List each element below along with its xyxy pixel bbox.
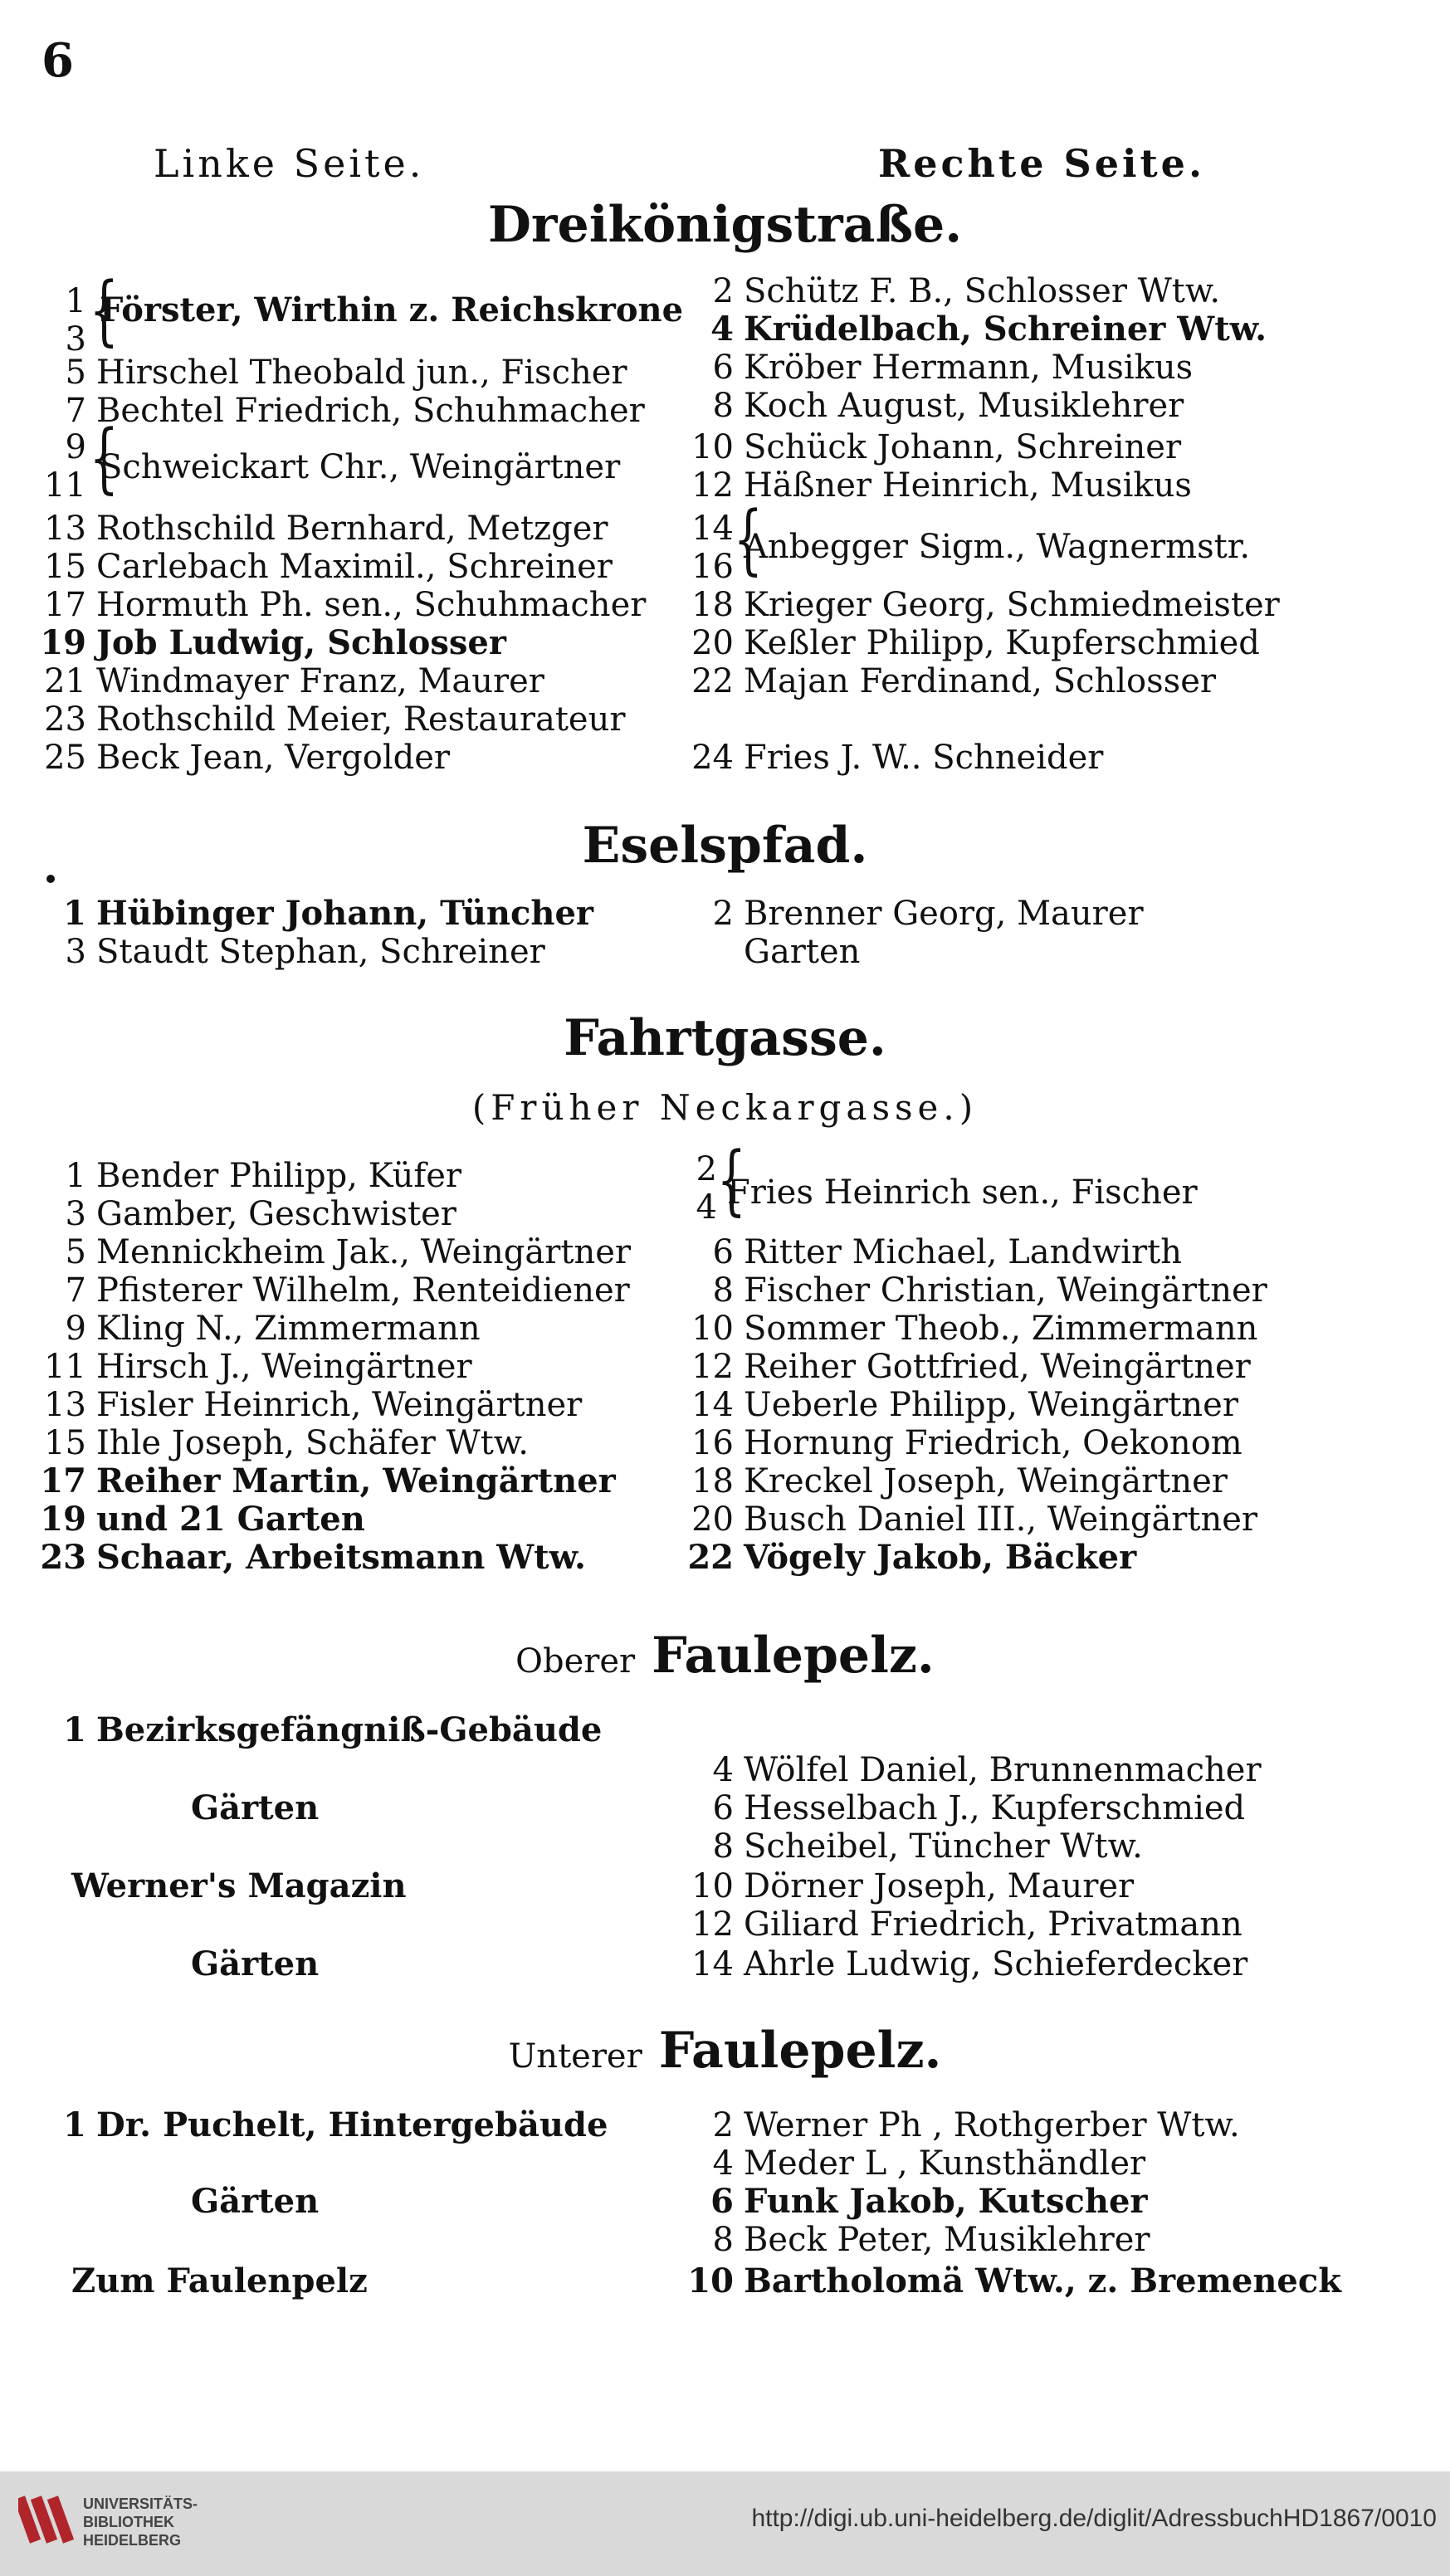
entry-row	[672, 1233, 1182, 1271]
resident-entry: Kreckel Joseph, Weingärtner	[744, 1462, 1228, 1500]
entry-row	[672, 933, 860, 971]
resident-entry: Bechtel Friedrich, Schuhmacher	[96, 392, 645, 430]
entry-row	[672, 895, 1144, 933]
house-number: 3	[65, 933, 86, 971]
house-number: 4	[712, 1751, 734, 1789]
house-number: 9	[65, 1310, 86, 1348]
resident-entry: Hesselbach J., Kupferschmied	[744, 1789, 1246, 1827]
house-number: 22	[691, 662, 734, 700]
entry-row	[672, 1789, 1245, 1827]
house-number: 19	[40, 1500, 86, 1539]
entry-row	[672, 387, 1184, 425]
resident-entry: Zum Faulenpelz	[71, 2261, 368, 2300]
entry-row	[672, 2144, 1145, 2183]
entry-row	[25, 1386, 582, 1424]
resident-entry: Reiher Gottfried, Weingärtner	[744, 1348, 1251, 1386]
resident-entry: Bartholomä Wtw., z. Bremeneck	[744, 2261, 1341, 2300]
entry-row	[672, 2106, 1240, 2144]
entry-row	[672, 1500, 1257, 1539]
brace-icon: {	[89, 266, 119, 354]
entry-row	[71, 2262, 368, 2300]
resident-entry: Fisler Heinrich, Weingärtner	[96, 1386, 583, 1424]
library-logo-text	[83, 2495, 198, 2549]
entry-row	[672, 2221, 1150, 2259]
entry-row	[672, 1867, 1134, 1905]
resident-entry: Funk Jakob, Kutscher	[744, 2182, 1148, 2221]
entry-row	[672, 2183, 1147, 2221]
house-number: 14	[691, 510, 734, 548]
left-side-heading: Linke Seite.	[154, 141, 425, 186]
house-number: 6	[712, 349, 734, 387]
section-title-dreikoenigstrasse: Dreikönigstraße.	[487, 196, 963, 254]
house-number: 13	[44, 1386, 86, 1424]
logo-line: HEIDELBERG	[83, 2532, 182, 2549]
resident-entry: Rothschild Bernhard, Metzger	[96, 510, 608, 548]
brace-icon: {	[716, 1135, 746, 1224]
resident-entry: Fries Heinrich sen., Fischer	[727, 1173, 1198, 1212]
entry-row	[672, 662, 1216, 700]
house-number: 15	[44, 548, 86, 586]
entry-row	[25, 1711, 602, 1749]
house-number: 16	[691, 1424, 734, 1462]
house-number: 12	[691, 466, 734, 505]
entry-row	[71, 1867, 407, 1905]
house-number: 18	[691, 1462, 734, 1500]
entry-row	[672, 1945, 1247, 1983]
section-title-eselspfad: Eselspfad.	[582, 817, 868, 875]
entry-row	[25, 1539, 586, 1577]
resident-entry: Schück Johann, Schreiner	[744, 428, 1182, 466]
resident-entry: Förster, Wirthin z. Reichskrone	[100, 290, 684, 329]
house-number: 1	[63, 1710, 86, 1749]
entry-row	[672, 1751, 1262, 1789]
resident-entry: Fischer Christian, Weingärtner	[744, 1271, 1267, 1310]
source-url-link[interactable]: http://digi.ub.uni-heidelberg.de/diglit/AdressbuchHD1867/0010	[751, 2505, 1437, 2532]
resident-entry: Mennickheim Jak., Weingärtner	[96, 1233, 632, 1271]
entry-row	[25, 662, 544, 700]
house-number: 13	[44, 510, 86, 548]
section-title-text: Faulepelz.	[658, 2022, 942, 2080]
resident-entry: Werner's Magazin	[71, 1866, 407, 1905]
house-number: 11	[44, 1348, 86, 1386]
resident-entry: Rothschild Meier, Restaurateur	[96, 700, 626, 739]
house-number: 2	[712, 2106, 734, 2144]
entry-row	[25, 2106, 608, 2144]
entry-row	[672, 624, 1260, 662]
resident-entry: Gamber, Geschwister	[96, 1195, 456, 1233]
resident-entry: Häßner Heinrich, Musikus	[744, 466, 1192, 505]
resident-entry: Busch Daniel III., Weingärtner	[744, 1500, 1258, 1539]
house-number: 3	[65, 320, 86, 359]
resident-entry: Schütz F. B., Schlosser Wtw.	[744, 272, 1221, 310]
house-number: 25	[44, 739, 86, 777]
resident-entry: Job Ludwig, Schlosser	[96, 623, 506, 662]
resident-entry: Anbegger Sigm., Wagnermstr.	[744, 528, 1251, 566]
house-number: 17	[44, 586, 86, 624]
resident-entry: Beck Jean, Vergolder	[96, 739, 451, 777]
entry-row	[672, 1462, 1228, 1500]
entry-row	[25, 895, 593, 933]
resident-entry: Koch August, Musiklehrer	[744, 387, 1184, 425]
resident-entry: Werner Ph , Rothgerber Wtw.	[744, 2106, 1240, 2144]
house-number: 11	[44, 466, 86, 505]
house-number: 20	[691, 1500, 734, 1539]
stray-mark	[46, 875, 55, 883]
resident-entry: Hornung Friedrich, Oekonom	[744, 1424, 1243, 1462]
entry-row	[25, 1233, 631, 1271]
house-number: 4	[712, 2144, 734, 2183]
resident-entry: Windmayer Franz, Maurer	[96, 662, 544, 700]
entry-row	[672, 272, 1220, 310]
right-side-heading: Rechte Seite.	[878, 141, 1205, 186]
house-number: 19	[40, 623, 86, 662]
entry-row	[672, 310, 1267, 349]
entry-row	[25, 700, 625, 739]
resident-entry: Ihle Joseph, Schäfer Wtw.	[96, 1424, 529, 1462]
entry-row	[25, 739, 450, 777]
section-title-oberer-faulepelz	[0, 1627, 1450, 1685]
house-number: 5	[65, 1233, 86, 1271]
resident-entry: Fries J. W.. Schneider	[744, 739, 1104, 777]
entry-row	[191, 2183, 319, 2221]
entry-row	[25, 1462, 616, 1500]
entry-row	[672, 1386, 1238, 1424]
house-number: 1	[63, 2105, 86, 2144]
house-number: 6	[712, 1233, 734, 1271]
house-number: 8	[712, 1827, 734, 1866]
entry-row	[672, 1905, 1243, 1944]
logo-line: BIBLIOTHEK	[83, 2514, 174, 2530]
resident-entry: Ritter Michael, Landwirth	[744, 1233, 1182, 1271]
resident-entry: Bezirksgefängniß-Gebäude	[96, 1710, 603, 1749]
resident-entry: Scheibel, Tüncher Wtw.	[744, 1827, 1143, 1866]
house-number: 5	[65, 354, 86, 392]
entry-row	[25, 548, 613, 586]
house-number: 1	[65, 1157, 86, 1195]
resident-entry: Gärten	[191, 2182, 320, 2221]
house-number: 23	[44, 700, 86, 739]
house-number: 24	[691, 739, 734, 777]
section-title-prefix: Unterer	[508, 2037, 642, 2076]
entry-row	[25, 354, 627, 392]
page-number: 6	[41, 33, 74, 88]
house-number: 7	[65, 392, 86, 430]
section-title-unterer-faulepelz	[0, 2022, 1450, 2080]
house-number: 2	[712, 895, 734, 933]
house-number: 22	[687, 1538, 734, 1577]
entry-row	[25, 1348, 472, 1386]
resident-entry: Meder L , Kunsthändler	[744, 2144, 1146, 2183]
resident-entry: Carlebach Maximil., Schreiner	[96, 548, 613, 586]
entry-row	[25, 1195, 456, 1233]
house-number: 18	[691, 586, 734, 624]
entry-row	[672, 1424, 1243, 1462]
resident-entry: Krüdelbach, Schreiner Wtw.	[744, 310, 1267, 349]
house-number: 20	[691, 624, 734, 662]
resident-entry: Hübinger Johann, Tüncher	[96, 894, 593, 933]
resident-entry: Dörner Joseph, Maurer	[744, 1867, 1135, 1905]
resident-entry: Vögely Jakob, Bäcker	[744, 1538, 1137, 1577]
resident-entry: Ahrle Ludwig, Schieferdecker	[744, 1945, 1248, 1983]
library-footer	[0, 2471, 1450, 2576]
entry-row	[191, 1945, 319, 1983]
house-number: 10	[691, 428, 734, 466]
entry-row	[25, 1271, 630, 1310]
resident-entry: Gärten	[191, 1944, 320, 1983]
house-number: 9	[65, 428, 86, 466]
resident-entry: Kröber Hermann, Musikus	[744, 349, 1194, 387]
brace-icon: {	[733, 495, 763, 583]
section-title-fahrtgasse: Fahrtgasse.	[564, 1009, 886, 1067]
house-number: 23	[40, 1538, 86, 1577]
entry-row	[672, 1827, 1143, 1866]
entry-row	[25, 1310, 481, 1348]
house-number: 4	[696, 1188, 717, 1227]
entry-row	[672, 1310, 1257, 1348]
entry-row	[672, 1348, 1251, 1386]
resident-entry: Hirsch J., Weingärtner	[96, 1348, 472, 1386]
house-number: 21	[44, 662, 86, 700]
entry-row	[672, 349, 1193, 387]
resident-entry: Garten	[744, 933, 861, 971]
house-number: 17	[40, 1461, 86, 1500]
resident-entry: Pfisterer Wilhelm, Renteidiener	[96, 1271, 630, 1310]
house-number: 12	[691, 1348, 734, 1386]
resident-entry: Beck Peter, Musiklehrer	[744, 2221, 1150, 2259]
section-title-text: Faulepelz.	[652, 1627, 935, 1685]
house-number: 8	[712, 1271, 734, 1310]
resident-entry: Staudt Stephan, Schreiner	[96, 933, 545, 971]
resident-entry: Gärten	[191, 1788, 320, 1827]
resident-entry: Ueberle Philipp, Weingärtner	[744, 1386, 1238, 1424]
resident-entry: Schweickart Chr., Weingärtner	[100, 448, 621, 486]
entry-row	[25, 624, 506, 662]
section-title-prefix: Oberer	[515, 1642, 636, 1681]
resident-entry: Schaar, Arbeitsmann Wtw.	[96, 1538, 586, 1577]
resident-entry: Majan Ferdinand, Schlosser	[744, 662, 1216, 700]
entry-row	[25, 1500, 365, 1539]
entry-row	[25, 586, 646, 624]
house-number: 10	[691, 1310, 734, 1348]
house-number: 2	[696, 1150, 717, 1188]
entry-row	[25, 510, 608, 548]
house-number: 14	[691, 1386, 734, 1424]
house-number: 15	[44, 1424, 86, 1462]
entry-row	[25, 933, 545, 971]
library-logo-icon	[18, 2488, 76, 2551]
house-number: 12	[691, 1905, 734, 1944]
entry-row	[25, 1157, 461, 1195]
resident-entry: Hirschel Theobald jun., Fischer	[96, 354, 627, 392]
section-subtitle: (Früher Neckargasse.)	[471, 1087, 979, 1128]
house-number: 10	[691, 1867, 734, 1905]
resident-entry: Hormuth Ph. sen., Schuhmacher	[96, 586, 647, 624]
resident-entry: und 21 Garten	[96, 1500, 365, 1539]
house-number: 2	[712, 272, 734, 310]
entry-row	[672, 1539, 1136, 1577]
entry-row	[672, 2262, 1341, 2300]
resident-entry: Brenner Georg, Maurer	[744, 895, 1144, 933]
entry-row	[672, 428, 1181, 466]
resident-entry: Wölfel Daniel, Brunnenmacher	[744, 1751, 1262, 1789]
resident-entry: Dr. Puchelt, Hintergebäude	[96, 2105, 608, 2144]
house-number: 10	[687, 2261, 734, 2300]
house-number: 1	[63, 894, 86, 933]
resident-entry: Bender Philipp, Küfer	[96, 1157, 461, 1195]
entry-row	[191, 1789, 319, 1827]
house-number: 7	[65, 1271, 86, 1310]
entry-row	[672, 1271, 1267, 1310]
entry-row	[672, 739, 1103, 777]
house-number: 4	[710, 310, 734, 349]
house-number: 14	[691, 1945, 734, 1983]
resident-entry: Sommer Theob., Zimmermann	[744, 1310, 1258, 1348]
resident-entry: Krieger Georg, Schmiedmeister	[744, 586, 1280, 624]
resident-entry: Keßler Philipp, Kupferschmied	[744, 624, 1260, 662]
resident-entry: Kling N., Zimmermann	[96, 1310, 481, 1348]
brace-icon: {	[89, 413, 119, 502]
house-number: 6	[712, 1789, 734, 1827]
house-number: 6	[710, 2182, 734, 2221]
house-number: 8	[712, 2221, 734, 2259]
logo-line: UNIVERSITÄTS-	[83, 2496, 198, 2512]
resident-entry: Giliard Friedrich, Privatmann	[744, 1905, 1243, 1944]
house-number: 16	[691, 548, 734, 586]
entry-row	[672, 586, 1280, 624]
house-number: 3	[65, 1195, 86, 1233]
house-number: 1	[65, 282, 86, 320]
house-number: 8	[712, 387, 734, 425]
resident-entry: Reiher Martin, Weingärtner	[96, 1461, 616, 1500]
entry-row	[25, 1424, 529, 1462]
